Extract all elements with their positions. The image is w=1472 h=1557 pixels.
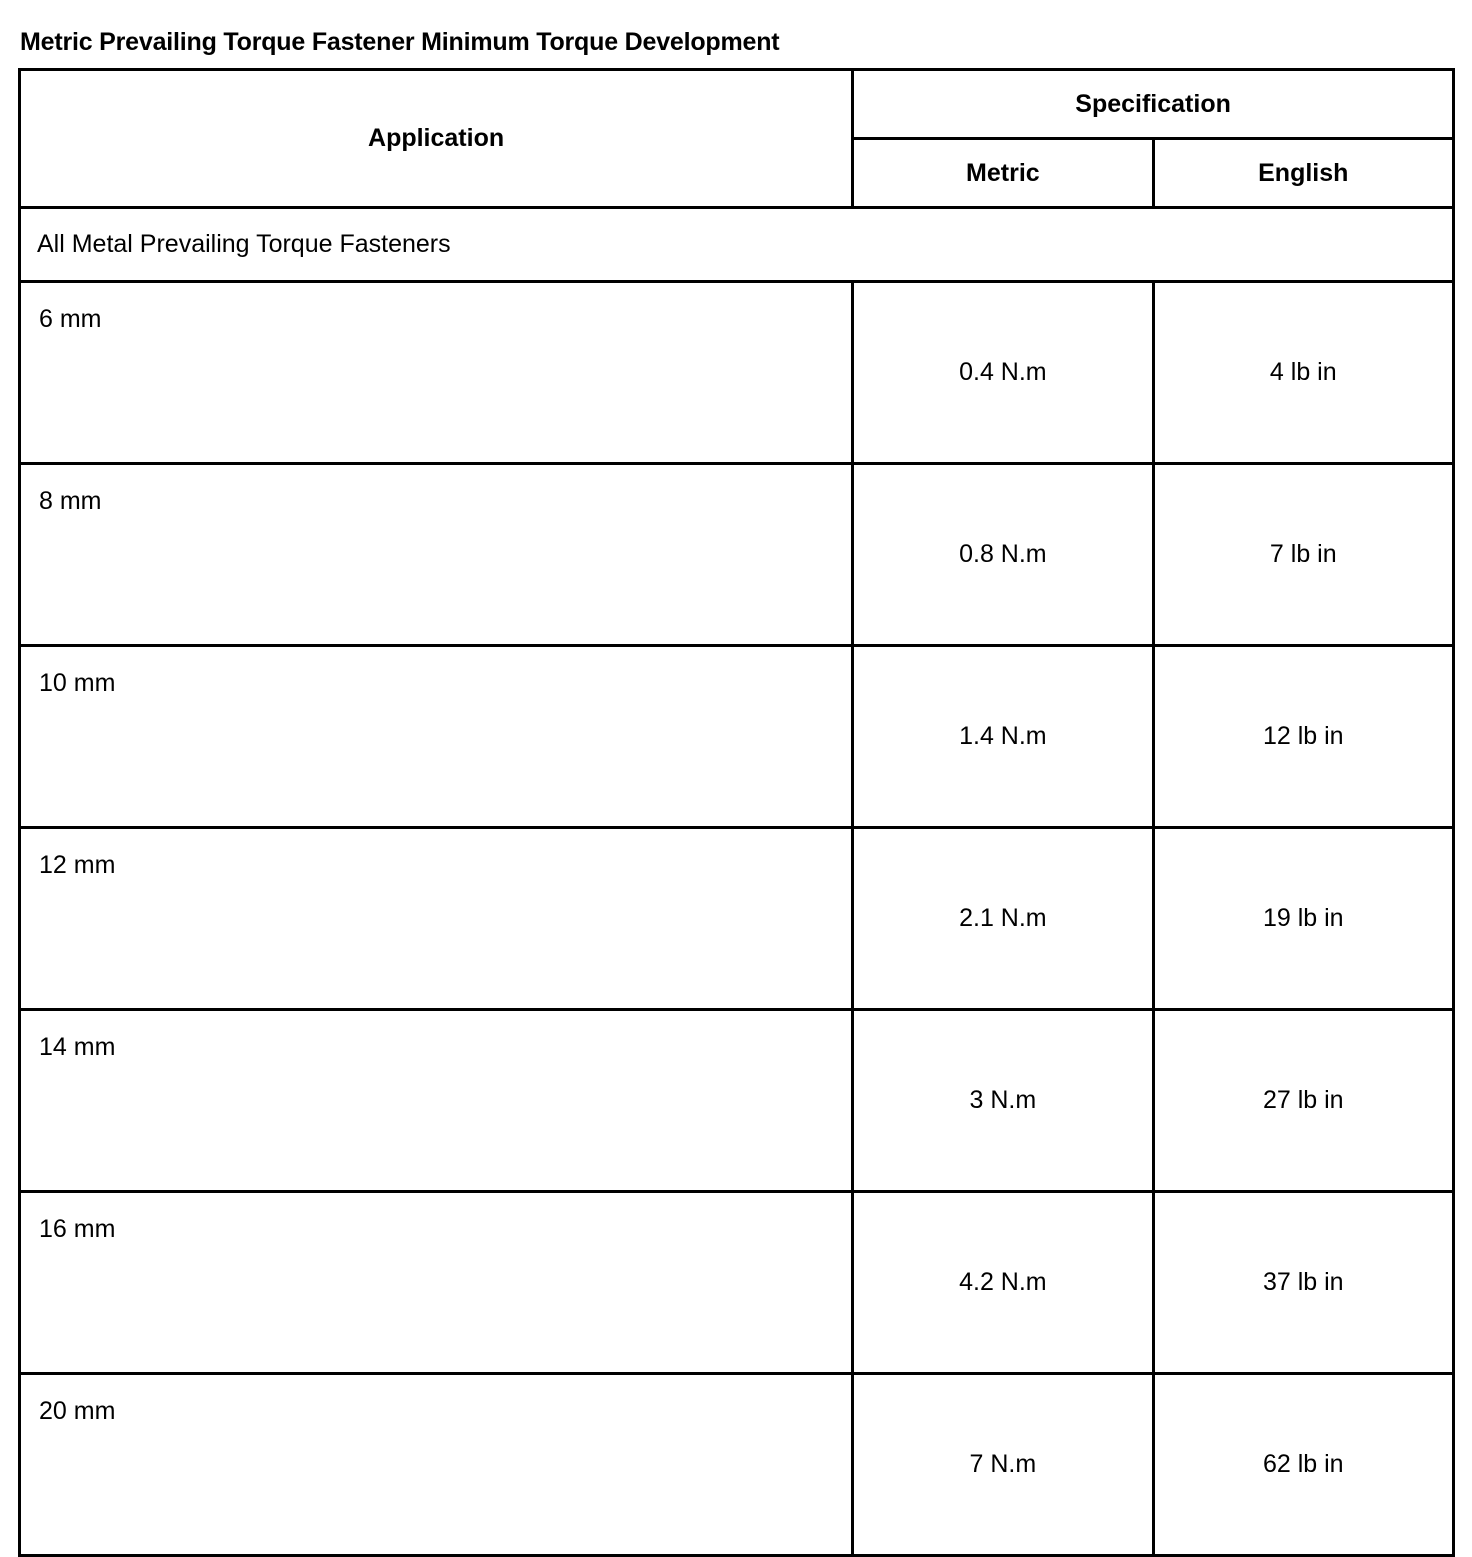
metric-cell: 2.1 N.m bbox=[853, 828, 1153, 1010]
application-cell: 10 mm bbox=[20, 646, 853, 828]
table-row bbox=[20, 464, 1454, 646]
application-column-header: Application bbox=[20, 70, 853, 208]
english-cell: 62 lb in bbox=[1153, 1374, 1453, 1556]
metric-cell: 1.4 N.m bbox=[853, 646, 1153, 828]
application-cell: 12 mm bbox=[20, 828, 853, 1010]
application-cell: 6 mm bbox=[20, 282, 853, 464]
english-cell: 37 lb in bbox=[1153, 1192, 1453, 1374]
document-title: Metric Prevailing Torque Fastener Minimum Torque Development bbox=[20, 28, 780, 56]
metric-cell: 0.4 N.m bbox=[853, 282, 1153, 464]
english-cell: 7 lb in bbox=[1153, 464, 1453, 646]
metric-cell: 3 N.m bbox=[853, 1010, 1153, 1192]
group-label: All Metal Prevailing Torque Fasteners bbox=[20, 208, 1454, 282]
table-row bbox=[20, 1010, 1454, 1192]
metric-cell: 0.8 N.m bbox=[853, 464, 1153, 646]
application-cell: 20 mm bbox=[20, 1374, 853, 1556]
metric-cell: 7 N.m bbox=[853, 1374, 1153, 1556]
table-row bbox=[20, 646, 1454, 828]
table-row bbox=[20, 1374, 1454, 1556]
english-cell: 12 lb in bbox=[1153, 646, 1453, 828]
table-header-row bbox=[20, 70, 1454, 139]
metric-column-header: Metric bbox=[853, 139, 1153, 208]
table-row bbox=[20, 828, 1454, 1010]
english-cell: 27 lb in bbox=[1153, 1010, 1453, 1192]
english-column-header: English bbox=[1153, 139, 1453, 208]
metric-cell: 4.2 N.m bbox=[853, 1192, 1153, 1374]
torque-spec-table bbox=[18, 68, 1455, 1557]
english-cell: 19 lb in bbox=[1153, 828, 1453, 1010]
specification-column-header: Specification bbox=[853, 70, 1454, 139]
application-cell: 16 mm bbox=[20, 1192, 853, 1374]
application-cell: 14 mm bbox=[20, 1010, 853, 1192]
table-row bbox=[20, 1192, 1454, 1374]
table-row bbox=[20, 282, 1454, 464]
group-row bbox=[20, 208, 1454, 282]
english-cell: 4 lb in bbox=[1153, 282, 1453, 464]
application-cell: 8 mm bbox=[20, 464, 853, 646]
